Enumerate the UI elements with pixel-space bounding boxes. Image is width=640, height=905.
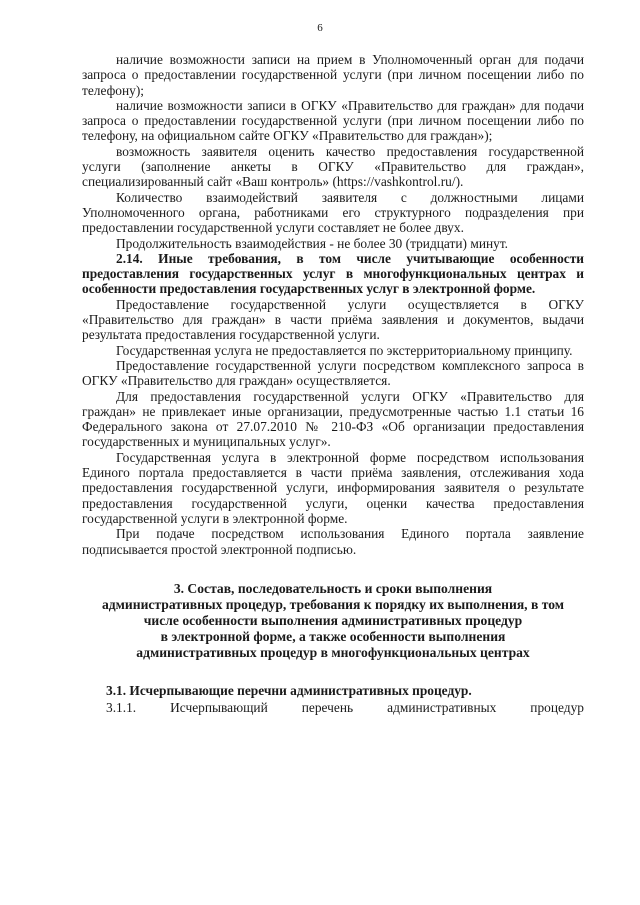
paragraph: При подаче посредством использования Единого портала заявление подписывается простой электронной подписью. bbox=[82, 526, 584, 557]
page-number: 6 bbox=[317, 22, 323, 34]
paragraph: Государственная услуга в электронной форме посредством использования Единого портала предоставляется в части приёма заявления, отслеживания хода предоставления государственной услуги, информирования заявителя о результате предоставления государственной услуги, оценки качества предоставления государственной услуги в электронной форме. bbox=[82, 449, 584, 526]
section-3-heading-line: 3. Состав, последовательность и сроки выполнения bbox=[173, 580, 493, 596]
paragraph: Количество взаимодействий заявителя с должностными лицами Уполномоченного органа, работниками его структурного подразделения при предоставлении государственной услуги составляет не более двух. bbox=[82, 189, 584, 236]
section-3-heading bbox=[82, 581, 584, 661]
section-3-heading-line: административных процедур, требования к порядку их выполнения, в том bbox=[101, 596, 565, 612]
paragraph: Государственная услуга не предоставляется по экстерриториальному принципу. bbox=[116, 342, 573, 358]
document-body bbox=[82, 52, 584, 715]
paragraph: возможность заявителя оценить качество предоставления государственной услуги (заполнение анкеты в ОГКУ «Правительство для граждан», специализированный сайт «Ваш контроль» (https://vashkontrol.ru/). bbox=[82, 143, 584, 190]
paragraph: Для предоставления государственной услуги ОГКУ «Правительство для граждан» не привлекает иные организации, предусмотренные частью 1.1 статьи 16 Федерального закона от 27.07.2010 № 210-ФЗ «Об организации предоставления государственных и муниципальных услуг». bbox=[82, 388, 584, 450]
section-3-heading-line: административных процедур в многофункциональных центрах bbox=[136, 644, 530, 660]
heading-3-1-1: 3.1.1. Исчерпывающий перечень административных процедур bbox=[106, 700, 584, 716]
section-3-heading-line: числе особенности выполнения административных процедур bbox=[143, 612, 523, 628]
heading-2-14: 2.14. Иные требования, в том числе учитывающие особенности предоставления государственных услуг в многофункциональных центрах и особенности предоставления государственных услуг в электронной форме. bbox=[82, 250, 584, 297]
paragraph: наличие возможности записи в ОГКУ «Правительство для граждан» для подачи запроса о предоставлении государственной услуги (при личном посещении либо по телефону, на официальном сайте ОГКУ «Правительство для граждан»); bbox=[82, 97, 584, 144]
section-3-heading-line: в электронной форме, а также особенности выполнения bbox=[160, 628, 506, 644]
paragraph: Предоставление государственной услуги посредством комплексного запроса в ОГКУ «Правительство для граждан» осуществляется. bbox=[82, 357, 584, 389]
paragraph: Продолжительность взаимодействия - не более 30 (тридцати) минут. bbox=[116, 235, 509, 251]
paragraph: Предоставление государственной услуги осуществляется в ОГКУ «Правительство для граждан» в части приёма заявления и документов, выдачи результата предоставления государственной услуги. bbox=[82, 296, 584, 343]
paragraph: наличие возможности записи на прием в Уполномоченный орган для подачи запроса о предоставлении государственной услуги (при личном посещении либо по телефону); bbox=[82, 52, 584, 98]
heading-3-1: 3.1. Исчерпывающие перечни административных процедур. bbox=[106, 682, 472, 698]
